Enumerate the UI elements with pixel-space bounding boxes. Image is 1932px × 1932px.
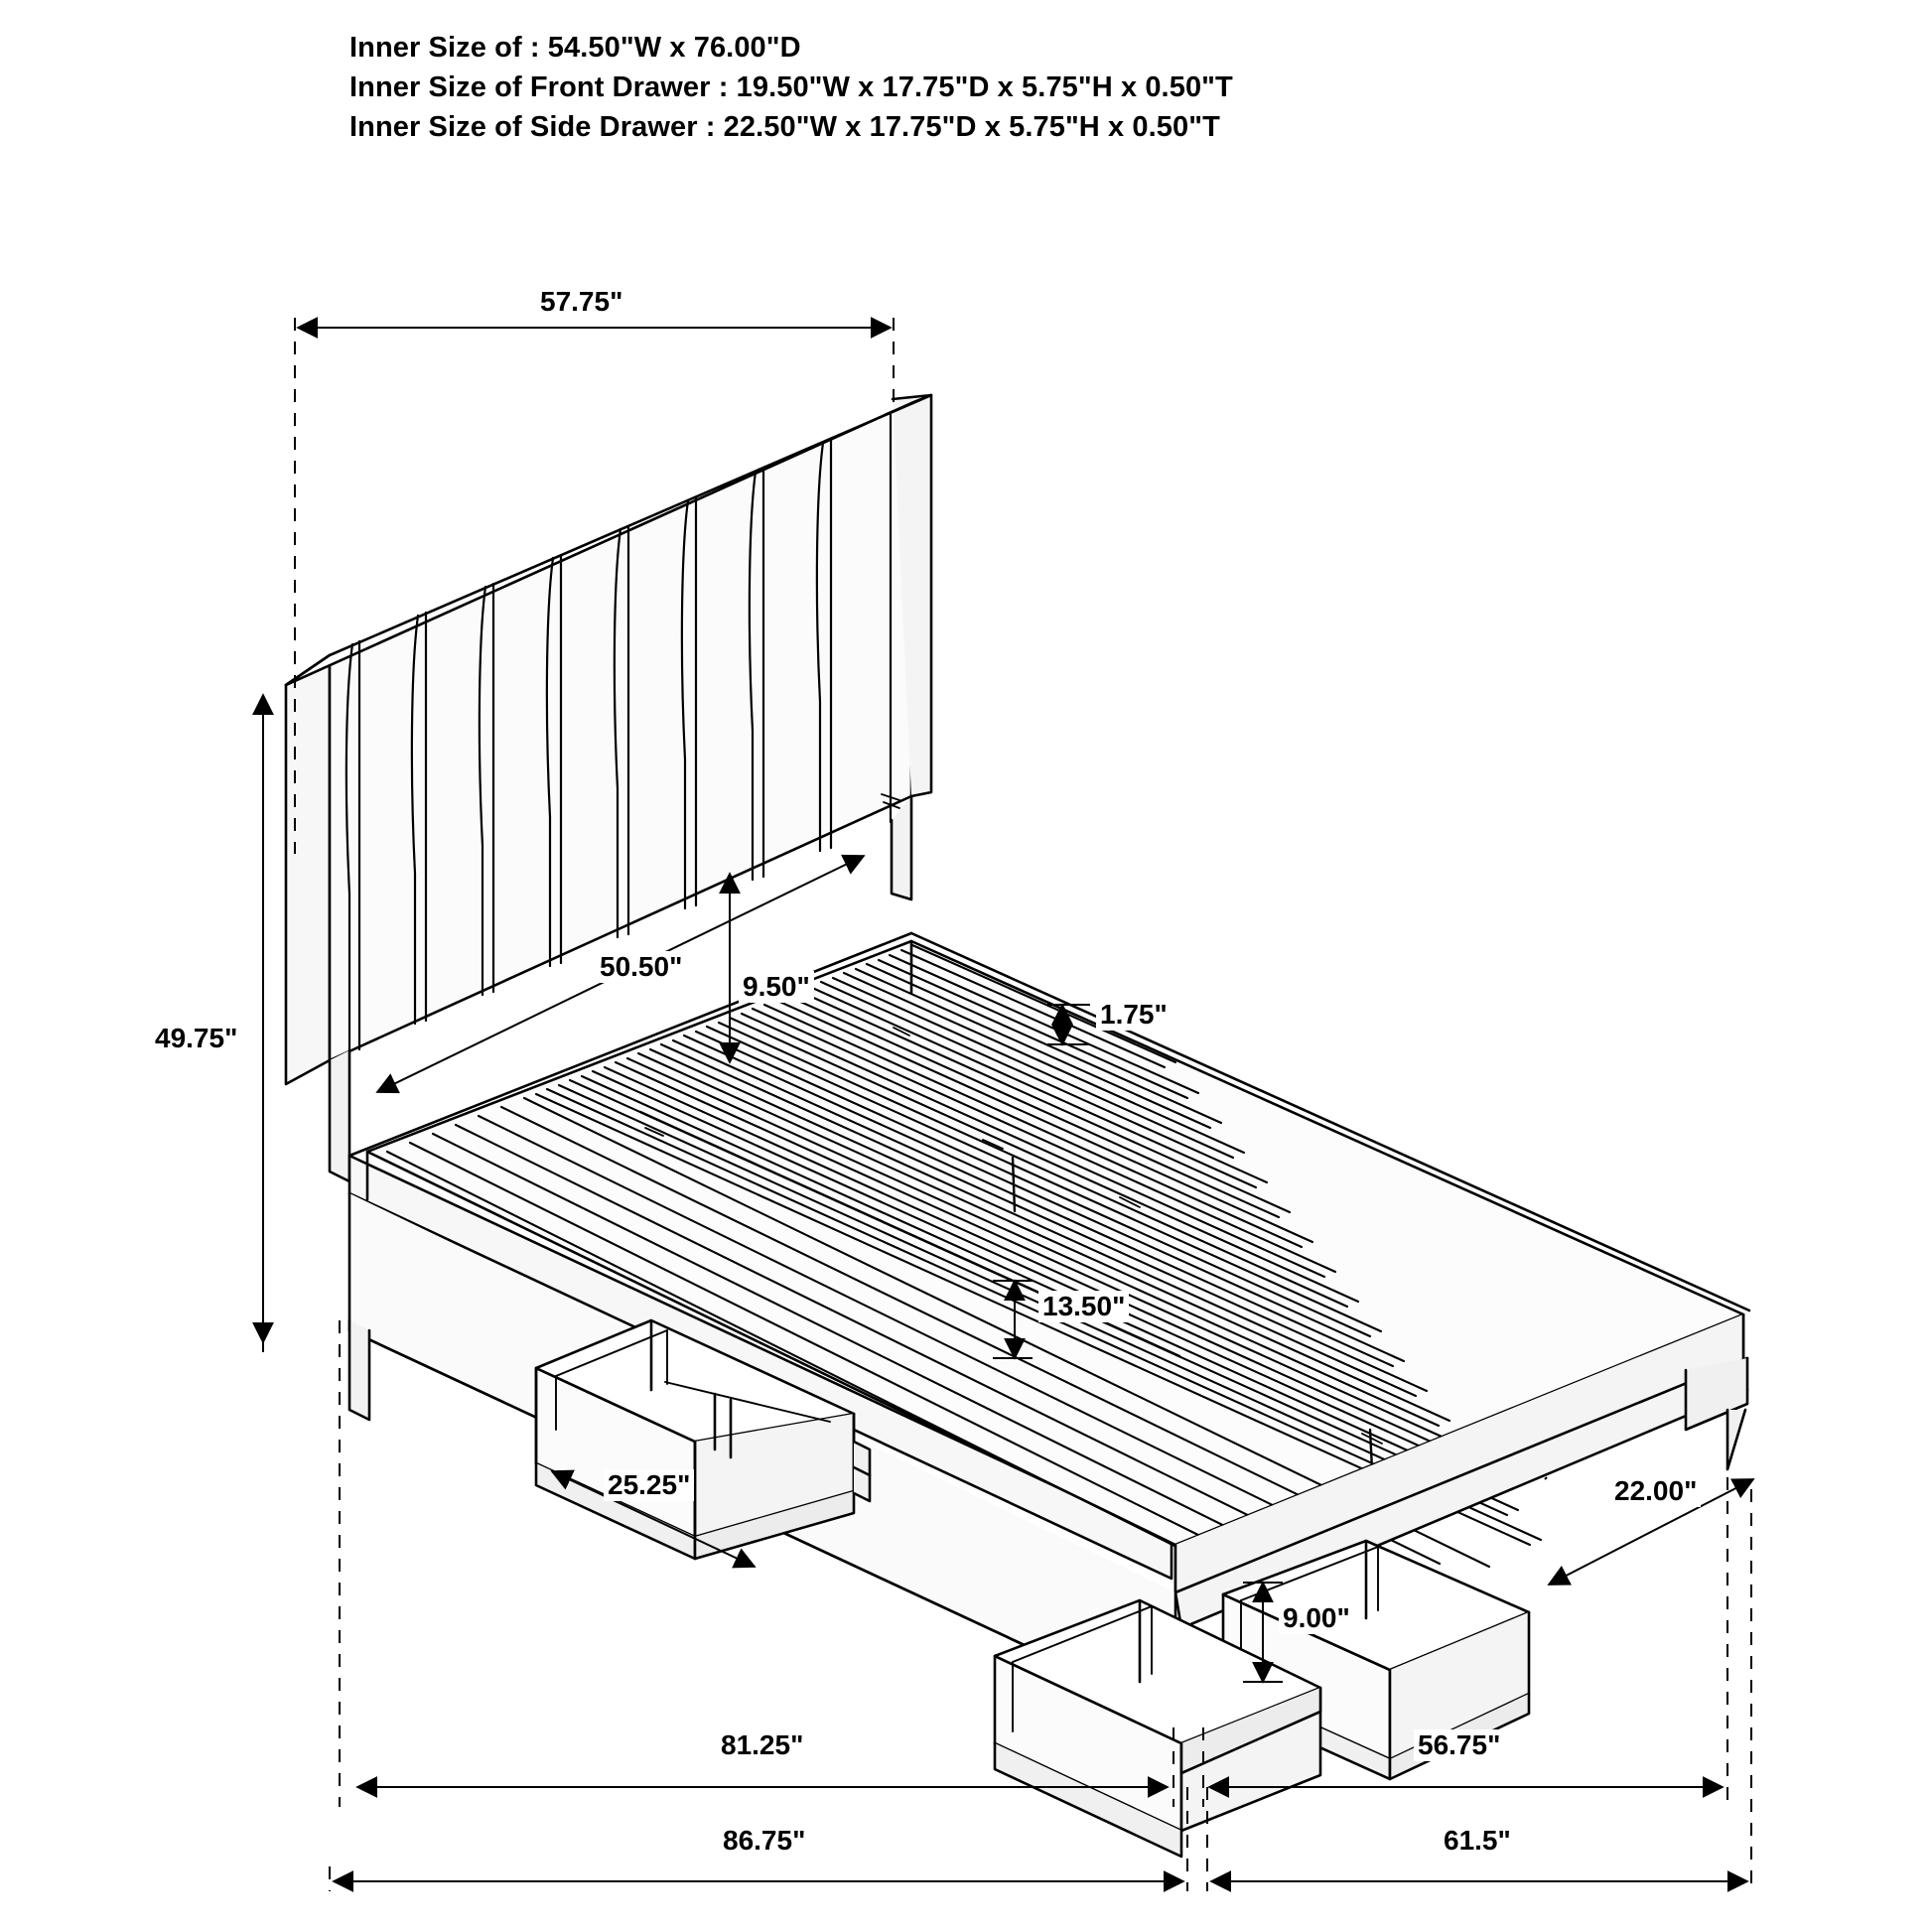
dim-label-slat-thickness: 1.75" (1096, 999, 1172, 1031)
dim-label-under-bed-clearance: 13.50" (1038, 1291, 1129, 1322)
dim-label-length-inner: 81.25" (717, 1729, 807, 1761)
dim-label-length-outer: 86.75" (719, 1825, 809, 1857)
spec-line-inner-size: Inner Size of : 54.50"W x 76.00"D (349, 32, 801, 64)
dim-label-overall-height: 49.75" (151, 1023, 241, 1054)
dim-label-headboard-width: 57.75" (536, 286, 626, 318)
dim-label-depth-inner: 56.75" (1414, 1729, 1504, 1761)
dim-label-side-drawer-height: 9.00" (1279, 1602, 1354, 1634)
dim-label-front-drawer-width: 25.25" (604, 1469, 694, 1501)
dim-label-headboard-panel-height: 50.50" (596, 951, 686, 983)
dim-label-side-drawer-width: 22.00" (1610, 1475, 1701, 1507)
spec-line-side-drawer: Inner Size of Side Drawer : 22.50"W x 17.75"D x 5.75"H x 0.50"T (349, 111, 1220, 144)
dim-label-headboard-clearance: 9.50" (739, 971, 814, 1003)
spec-line-front-drawer: Inner Size of Front Drawer : 19.50"W x 17.75"D x 5.75"H x 0.50"T (349, 71, 1233, 104)
dim-label-depth-outer: 61.5" (1440, 1825, 1515, 1857)
